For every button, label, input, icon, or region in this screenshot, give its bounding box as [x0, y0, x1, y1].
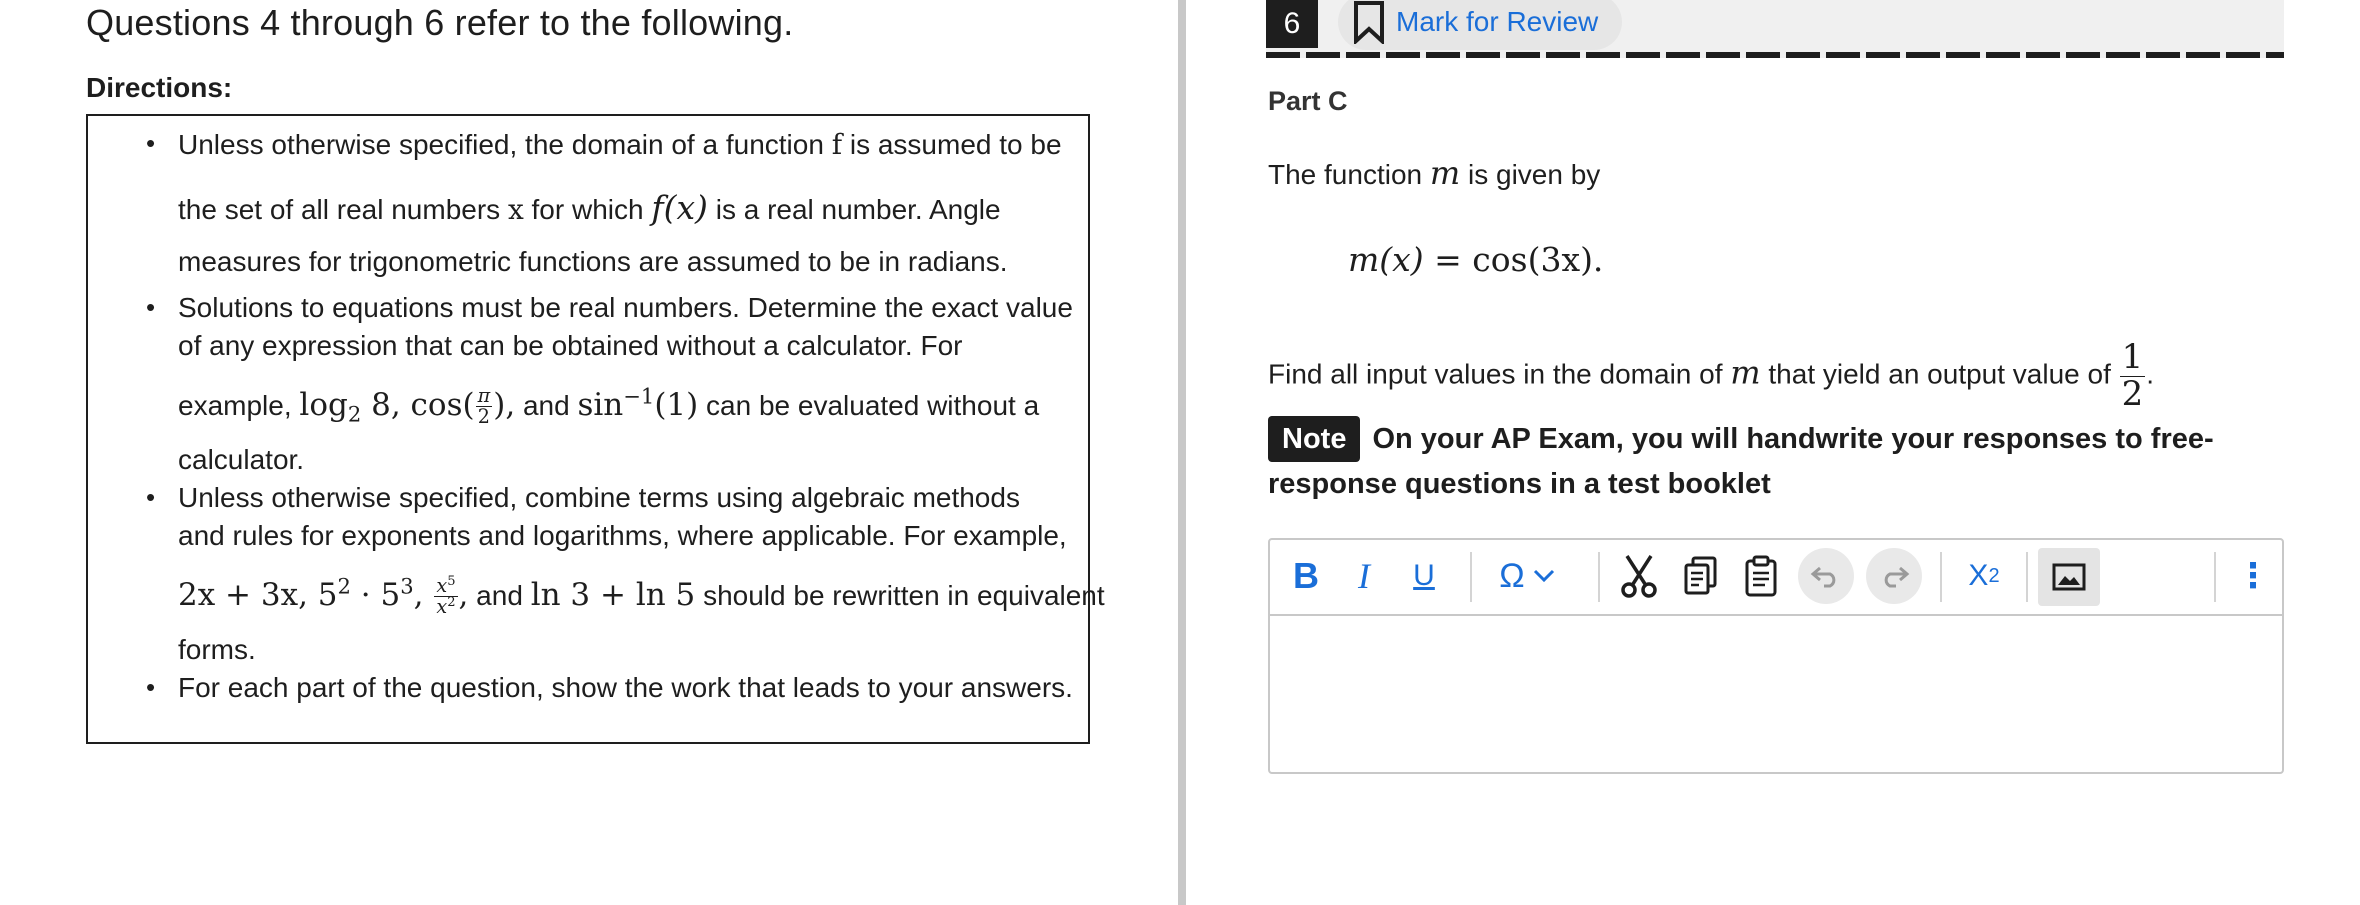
scissors-icon	[1619, 554, 1659, 598]
toolbar-separator	[1598, 552, 1600, 602]
cut-button[interactable]	[1614, 548, 1664, 604]
math-fraction	[476, 386, 493, 427]
directions-line	[178, 128, 1062, 161]
text: is assumed to be	[842, 129, 1062, 160]
redo-button[interactable]	[1866, 548, 1922, 604]
text: and	[515, 390, 578, 422]
response-editor	[1268, 538, 2284, 774]
text: The function	[1268, 159, 1430, 190]
italic-button[interactable]: I	[1358, 556, 1370, 596]
math-var: m	[1429, 154, 1461, 192]
math-sup: −1	[623, 383, 655, 409]
image-icon	[2052, 563, 2086, 591]
redo-icon	[1878, 564, 1910, 588]
more-options-button[interactable]: ⋮	[2236, 557, 2270, 595]
math-sub: 2	[347, 401, 362, 427]
math-text: ),	[493, 387, 516, 424]
text: Unless otherwise specified, the domain of a function	[178, 129, 832, 160]
question-pane	[1186, 0, 2360, 905]
chevron-down-icon	[1533, 569, 1555, 583]
directions-line: and rules for exponents and logarithms, where applicable. For example,	[178, 520, 1067, 551]
fraction-numerator: x	[436, 574, 448, 597]
question-prompt	[1268, 337, 2155, 414]
paste-button[interactable]	[1736, 548, 1786, 604]
pane-divider[interactable]	[1178, 0, 1186, 905]
text: that yield an output value of	[1760, 358, 2119, 390]
directions-line: For each part of the question, show the work that leads to your answers.	[178, 672, 1073, 703]
math-text: 8, cos(	[361, 387, 475, 424]
math-var: m	[1730, 353, 1761, 392]
directions-line: of any expression that can be obtained without a calculator. For	[178, 330, 963, 361]
superscript-icon: X	[1968, 559, 1989, 592]
math-text: · 5	[350, 577, 401, 614]
text: for which	[523, 194, 652, 225]
text: can be evaluated without a	[698, 390, 1040, 422]
note-text: On your AP Exam, you will handwrite your responses to free-response questions in a test booklet	[1268, 423, 2214, 500]
math-fraction	[434, 573, 457, 619]
math-var: f	[831, 128, 843, 161]
fraction-numerator: π	[477, 384, 491, 407]
directions-line: calculator.	[178, 444, 305, 475]
text: should be rewritten in equivalent	[695, 580, 1105, 612]
undo-icon	[1810, 564, 1842, 588]
directions-line: Unless otherwise specified, combine terms using algebraic methods	[178, 482, 1020, 513]
directions-label: Directions:	[86, 72, 233, 103]
note-callout	[1268, 416, 2268, 506]
directions-box	[86, 114, 1105, 744]
math-sup: 2	[337, 573, 351, 599]
mark-for-review-label: Mark for Review	[1396, 6, 1599, 37]
directions-line: forms.	[178, 634, 256, 665]
text: example,	[178, 390, 300, 422]
equation-rhs: cos(3x).	[1472, 240, 1604, 279]
bold-button[interactable]: B	[1293, 555, 1319, 596]
math-text: ,	[458, 577, 469, 614]
toolbar-separator	[2026, 552, 2028, 602]
text: and	[468, 580, 531, 612]
text: is a real number. Angle	[707, 194, 1001, 225]
text: the set of all real numbers	[178, 194, 508, 225]
equation-equals: =	[1423, 240, 1473, 279]
header-dashed-rule	[1266, 52, 2284, 58]
note-badge: Note	[1268, 416, 1360, 462]
copy-icon	[1683, 556, 1719, 596]
directions-line: Solutions to equations must be real numbers. Determine the exact value	[178, 292, 1073, 323]
clipboard-icon	[1743, 555, 1779, 597]
mark-for-review-button[interactable]	[1338, 0, 1622, 50]
question-intro	[1268, 154, 1600, 192]
directions-line	[178, 573, 1105, 619]
fraction-denominator: 2	[477, 405, 491, 429]
stimulus-pane	[0, 0, 1178, 905]
directions-line: measures for trigonometric functions are assumed to be in radians.	[178, 246, 1008, 277]
response-text-area[interactable]	[1270, 616, 2282, 772]
toolbar-separator	[1470, 552, 1472, 602]
omega-icon: Ω	[1499, 556, 1525, 595]
math-expression: ln 3 + ln 5	[530, 577, 696, 614]
stimulus-title: Questions 4 through 6 refer to the following.	[86, 2, 794, 43]
math-sup: 5	[447, 573, 456, 589]
function-equation	[1348, 240, 1603, 279]
superscript-button[interactable]	[1956, 548, 2012, 604]
bookmark-icon	[1352, 0, 1386, 44]
math-text: (1)	[654, 387, 699, 424]
superscript-exp: 2	[1988, 564, 2000, 587]
undo-button[interactable]	[1798, 548, 1854, 604]
toolbar-separator	[1940, 552, 1942, 602]
equation-lhs: m(x)	[1348, 240, 1424, 279]
math-fraction	[2120, 337, 2146, 414]
text: Find all input values in the domain of	[1268, 358, 1731, 390]
math-expression: f(x)	[651, 188, 708, 227]
text: .	[2146, 358, 2155, 390]
directions-line	[178, 383, 1040, 429]
editor-toolbar	[1270, 540, 2282, 616]
math-text: ,	[413, 577, 434, 614]
toolbar-separator	[2214, 552, 2216, 602]
math-sup: 3	[400, 573, 414, 599]
text: is given by	[1460, 159, 1601, 190]
question-number: 6	[1266, 0, 1318, 48]
fraction-denominator: 2	[2121, 373, 2144, 414]
special-characters-button[interactable]	[1482, 548, 1572, 604]
math-sup: 2	[447, 594, 456, 610]
fraction-denominator: x	[436, 595, 448, 619]
underline-button[interactable]: U	[1413, 559, 1435, 592]
directions-line	[178, 188, 1001, 227]
math-var: x	[507, 193, 524, 226]
insert-image-button[interactable]	[2038, 548, 2100, 606]
math-text: 2x + 3x, 5	[178, 577, 338, 614]
math-log: log	[299, 387, 348, 424]
copy-button[interactable]	[1676, 548, 1726, 604]
part-label: Part C	[1268, 86, 1348, 116]
math-sin: sin	[577, 387, 624, 424]
fraction-numerator: 1	[2121, 337, 2144, 377]
